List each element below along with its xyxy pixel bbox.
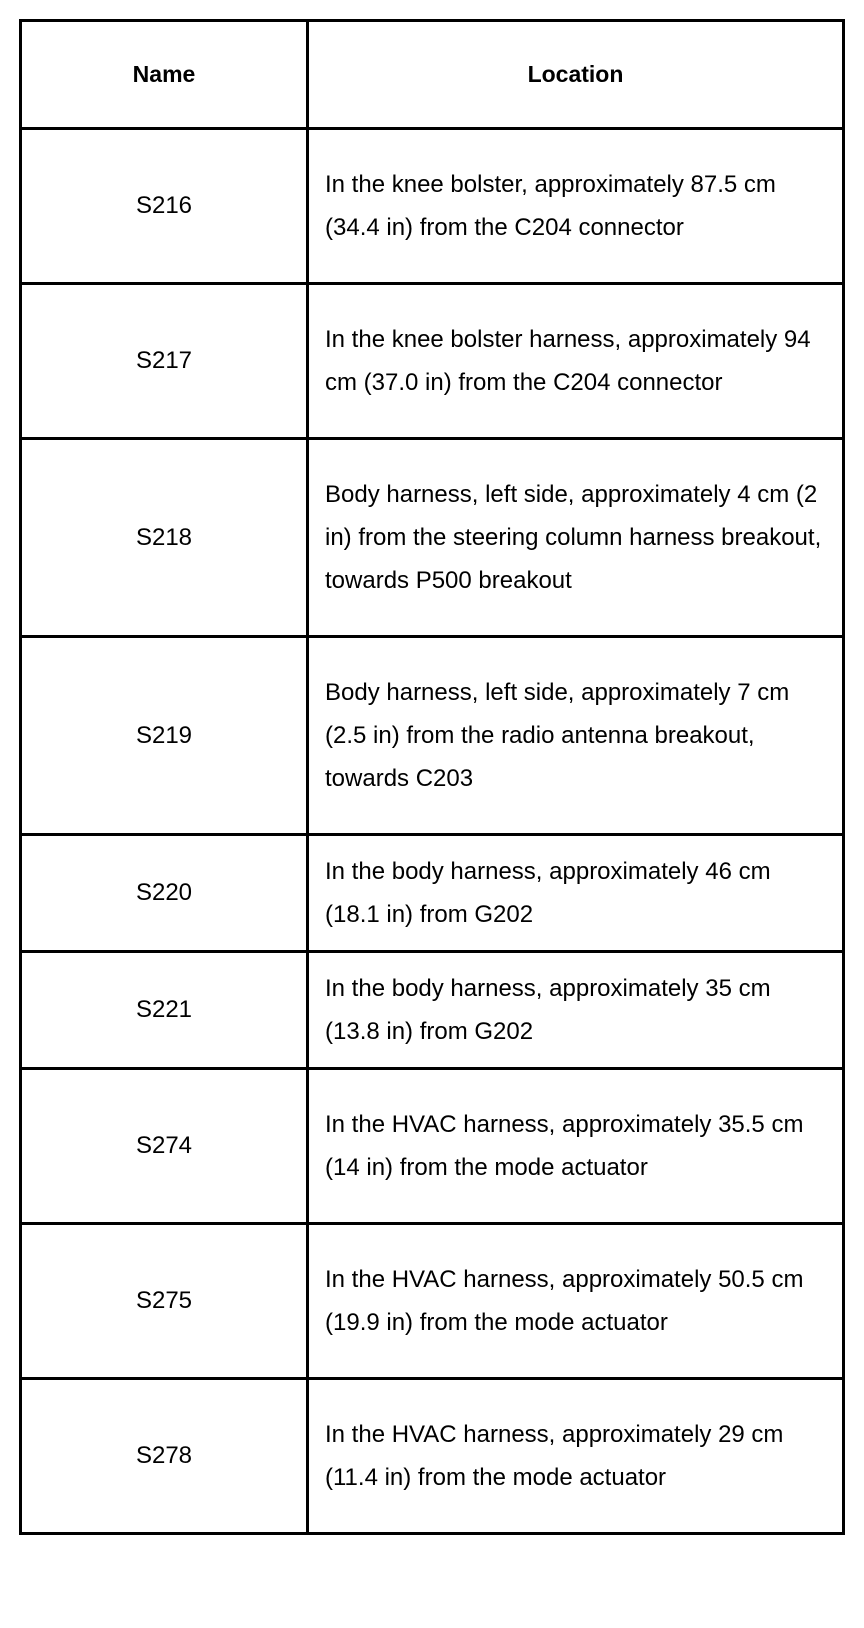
splice-name: S220: [21, 835, 308, 952]
table-row: [21, 1069, 844, 1224]
table-row: [21, 835, 844, 952]
table-row: [21, 952, 844, 1069]
splice-location-table: [19, 19, 845, 1535]
table-row: [21, 1379, 844, 1534]
splice-location: In the knee bolster, approximately 87.5 cm (34.4 in) from the C204 connector: [308, 129, 844, 284]
splice-name: S219: [21, 637, 308, 835]
table-row: [21, 284, 844, 439]
splice-location: In the HVAC harness, approximately 29 cm (11.4 in) from the mode actuator: [308, 1379, 844, 1534]
location-column-header: Location: [308, 21, 844, 129]
splice-name: S217: [21, 284, 308, 439]
table-row: [21, 129, 844, 284]
table-row: [21, 439, 844, 637]
splice-name: S278: [21, 1379, 308, 1534]
splice-location: In the HVAC harness, approximately 35.5 cm (14 in) from the mode actuator: [308, 1069, 844, 1224]
splice-location: In the HVAC harness, approximately 50.5 cm (19.9 in) from the mode actuator: [308, 1224, 844, 1379]
header-row: [21, 21, 844, 129]
splice-location: Body harness, left side, approximately 7 cm (2.5 in) from the radio antenna breakout, towards C203: [308, 637, 844, 835]
splice-location: In the body harness, approximately 46 cm (18.1 in) from G202: [308, 835, 844, 952]
splice-name: S274: [21, 1069, 308, 1224]
name-column-header: Name: [21, 21, 308, 129]
splice-location: Body harness, left side, approximately 4 cm (2 in) from the steering column harness breakout, towards P500 breakout: [308, 439, 844, 637]
table-row: [21, 637, 844, 835]
splice-location: In the body harness, approximately 35 cm (13.8 in) from G202: [308, 952, 844, 1069]
table-row: [21, 1224, 844, 1379]
splice-name: S275: [21, 1224, 308, 1379]
splice-name: S221: [21, 952, 308, 1069]
splice-name: S218: [21, 439, 308, 637]
splice-name: S216: [21, 129, 308, 284]
splice-location: In the knee bolster harness, approximately 94 cm (37.0 in) from the C204 connector: [308, 284, 844, 439]
